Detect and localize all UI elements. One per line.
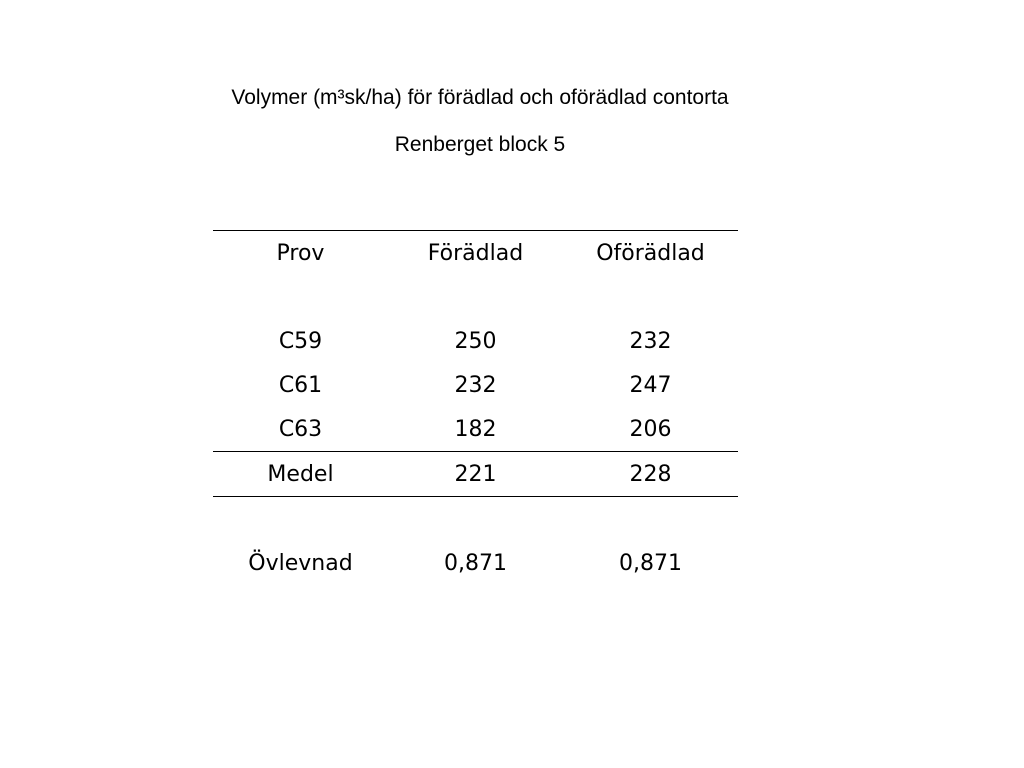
cell-prov: C59: [278, 328, 323, 354]
header-foradlad: Förädlad: [388, 231, 563, 276]
page-subtitle: Renberget block 5: [394, 133, 566, 156]
page-title: Volymer (m³sk/ha) för förädlad och oförädlad contorta: [231, 86, 729, 109]
cell-survival-oforadlad: 0,871: [619, 550, 682, 576]
mean-row: [213, 452, 738, 497]
table-row: [213, 319, 738, 363]
cell-prov: C63: [278, 416, 323, 442]
spacer-row: [213, 275, 738, 319]
cell-oforadlad: 232: [629, 328, 672, 354]
cell-foradlad: 182: [454, 416, 497, 442]
table-row: [213, 407, 738, 452]
cell-mean-oforadlad: 228: [563, 452, 738, 497]
cell-prov: C61: [278, 372, 323, 398]
cell-mean-label: Medel: [213, 452, 388, 497]
table-header-row: [213, 231, 738, 276]
header-oforadlad: Oförädlad: [563, 231, 738, 276]
survival-row: [213, 541, 738, 585]
cell-foradlad: 250: [454, 328, 497, 354]
volume-table: [213, 230, 738, 585]
cell-survival-label: Övlevnad: [248, 550, 353, 576]
cell-survival-foradlad: 0,871: [444, 550, 507, 576]
header-prov: Prov: [213, 231, 388, 276]
cell-oforadlad: 206: [629, 416, 672, 442]
cell-oforadlad: 247: [629, 372, 672, 398]
cell-mean-foradlad: 221: [388, 452, 563, 497]
spacer-row: [213, 497, 738, 542]
table-row: [213, 363, 738, 407]
cell-foradlad: 232: [454, 372, 497, 398]
